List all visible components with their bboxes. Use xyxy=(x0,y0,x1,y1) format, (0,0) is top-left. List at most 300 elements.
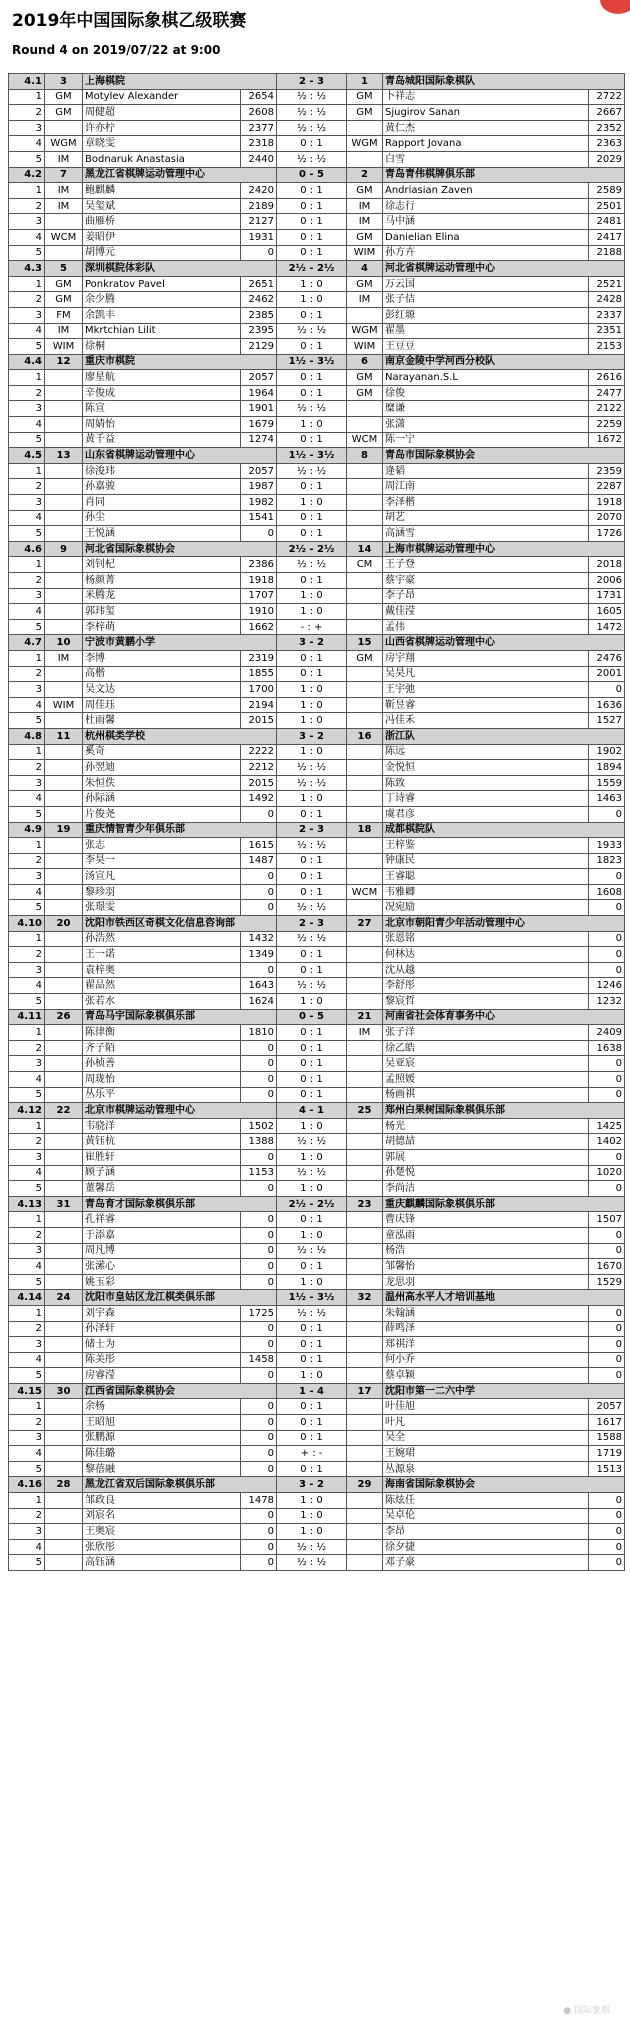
away-player-name: 李昂 xyxy=(383,1524,589,1540)
away-player-name: 王子登 xyxy=(383,557,589,573)
home-player-title xyxy=(45,1181,83,1197)
away-player-rating: 1463 xyxy=(589,791,625,807)
home-player-title xyxy=(45,1118,83,1134)
home-player-rating: 2127 xyxy=(241,214,277,230)
away-player-name: 孟伟 xyxy=(383,619,589,635)
board-number: 3 xyxy=(9,120,45,136)
home-player-title xyxy=(45,588,83,604)
board-number: 5 xyxy=(9,432,45,448)
away-player-title xyxy=(347,1134,383,1150)
board-number: 4 xyxy=(9,1352,45,1368)
match-header-row xyxy=(9,1009,625,1025)
board-row xyxy=(9,1446,625,1462)
home-player-title: WGM xyxy=(45,136,83,152)
home-player-title xyxy=(45,1274,83,1290)
home-player-title xyxy=(45,1555,83,1571)
home-player-name: 齐子陌 xyxy=(83,1040,241,1056)
home-player-rating: 2222 xyxy=(241,744,277,760)
home-player-title xyxy=(45,1321,83,1337)
board-row xyxy=(9,432,625,448)
home-player-rating: 1910 xyxy=(241,604,277,620)
match-number: 4.3 xyxy=(9,261,45,277)
home-player-rating: 0 xyxy=(241,1072,277,1088)
away-player-rating: 1672 xyxy=(589,432,625,448)
away-team-number: 18 xyxy=(347,822,383,838)
board-row xyxy=(9,1243,625,1259)
home-player-rating: 0 xyxy=(241,1087,277,1103)
home-player-name: 鲍麒麟 xyxy=(83,183,241,199)
board-number: 1 xyxy=(9,370,45,386)
board-row xyxy=(9,1056,625,1072)
home-player-name: 周珑怡 xyxy=(83,1072,241,1088)
away-player-name: 蔡宇豪 xyxy=(383,573,589,589)
home-player-name: 曲雁桥 xyxy=(83,214,241,230)
away-player-name: 白雪 xyxy=(383,151,589,167)
board-result: 0 : 1 xyxy=(277,962,347,978)
pairings-table xyxy=(8,73,625,1571)
board-number: 1 xyxy=(9,1118,45,1134)
home-player-rating: 0 xyxy=(241,1524,277,1540)
match-score: 4 - 1 xyxy=(277,1103,347,1119)
away-player-rating: 1507 xyxy=(589,1212,625,1228)
board-result: - : + xyxy=(277,619,347,635)
home-team-number: 22 xyxy=(45,1103,83,1119)
match-number: 4.4 xyxy=(9,354,45,370)
home-team-number: 11 xyxy=(45,728,83,744)
board-row xyxy=(9,1321,625,1337)
away-player-name: 李泽楷 xyxy=(383,495,589,511)
board-row xyxy=(9,650,625,666)
home-player-rating: 2377 xyxy=(241,120,277,136)
board-row xyxy=(9,105,625,121)
away-team-number: 4 xyxy=(347,261,383,277)
board-number: 5 xyxy=(9,526,45,542)
away-player-rating: 2337 xyxy=(589,307,625,323)
board-row xyxy=(9,853,625,869)
home-player-name: 胡博元 xyxy=(83,245,241,261)
board-number: 5 xyxy=(9,994,45,1010)
home-player-rating: 1349 xyxy=(241,947,277,963)
home-player-title xyxy=(45,510,83,526)
home-player-title xyxy=(45,994,83,1010)
home-player-rating: 2654 xyxy=(241,89,277,105)
board-row xyxy=(9,1025,625,1041)
away-player-rating: 1731 xyxy=(589,588,625,604)
home-player-name: 李昊一 xyxy=(83,853,241,869)
away-player-rating: 0 xyxy=(589,1181,625,1197)
away-player-rating: 0 xyxy=(589,1243,625,1259)
away-player-name: 曹庆锋 xyxy=(383,1212,589,1228)
board-number: 5 xyxy=(9,1181,45,1197)
home-player-name: 孙嘉骏 xyxy=(83,479,241,495)
board-number: 1 xyxy=(9,463,45,479)
home-player-rating: 1458 xyxy=(241,1352,277,1368)
board-result: ½ : ½ xyxy=(277,1555,347,1571)
away-player-name: 杨光 xyxy=(383,1118,589,1134)
away-player-name: 邹馨怡 xyxy=(383,1259,589,1275)
board-number: 2 xyxy=(9,1321,45,1337)
board-row xyxy=(9,229,625,245)
home-player-rating: 1964 xyxy=(241,385,277,401)
match-header-row xyxy=(9,1290,625,1306)
away-player-name: 张子佶 xyxy=(383,292,589,308)
board-result: 1 : 0 xyxy=(277,1149,347,1165)
match-score: 1½ - 3½ xyxy=(277,1290,347,1306)
board-result: 0 : 1 xyxy=(277,1040,347,1056)
away-player-title xyxy=(347,1508,383,1524)
home-player-rating: 1810 xyxy=(241,1025,277,1041)
match-score: 1 - 4 xyxy=(277,1383,347,1399)
away-team-name: 海南省国际象棋协会 xyxy=(383,1477,625,1493)
board-number: 4 xyxy=(9,1539,45,1555)
match-header-row xyxy=(9,448,625,464)
home-player-title xyxy=(45,869,83,885)
board-result: 0 : 1 xyxy=(277,245,347,261)
home-player-title: GM xyxy=(45,89,83,105)
board-result: 1 : 0 xyxy=(277,713,347,729)
home-player-title xyxy=(45,432,83,448)
board-number: 4 xyxy=(9,1259,45,1275)
match-header-row xyxy=(9,261,625,277)
away-player-rating: 1559 xyxy=(589,775,625,791)
board-result: ½ : ½ xyxy=(277,557,347,573)
board-number: 5 xyxy=(9,806,45,822)
away-player-name: 蔡卓颖 xyxy=(383,1368,589,1384)
away-player-rating: 1529 xyxy=(589,1274,625,1290)
away-player-title: GM xyxy=(347,89,383,105)
board-number: 2 xyxy=(9,947,45,963)
home-player-rating: 1541 xyxy=(241,510,277,526)
away-player-name: 金悦恒 xyxy=(383,760,589,776)
home-team-name: 黑龙江省双后国际象棋俱乐部 xyxy=(83,1477,277,1493)
home-team-number: 10 xyxy=(45,635,83,651)
away-player-title: IM xyxy=(347,292,383,308)
home-player-rating: 1662 xyxy=(241,619,277,635)
home-player-rating: 1987 xyxy=(241,479,277,495)
away-player-name: 张子洋 xyxy=(383,1025,589,1041)
board-row xyxy=(9,1259,625,1275)
away-player-title xyxy=(347,526,383,542)
board-result: 0 : 1 xyxy=(277,1461,347,1477)
away-player-rating: 1402 xyxy=(589,1134,625,1150)
board-result: ½ : ½ xyxy=(277,760,347,776)
home-player-title xyxy=(45,401,83,417)
match-header-row xyxy=(9,541,625,557)
home-player-title xyxy=(45,1352,83,1368)
board-row xyxy=(9,869,625,885)
board-number: 3 xyxy=(9,1056,45,1072)
away-player-title xyxy=(347,1399,383,1415)
board-row xyxy=(9,806,625,822)
away-player-title xyxy=(347,573,383,589)
home-team-number: 26 xyxy=(45,1009,83,1025)
home-team-name: 重庆市棋院 xyxy=(83,354,277,370)
board-number: 5 xyxy=(9,151,45,167)
away-player-rating: 0 xyxy=(589,947,625,963)
home-player-name: 刘钊杞 xyxy=(83,557,241,573)
home-player-title xyxy=(45,245,83,261)
board-row xyxy=(9,1149,625,1165)
board-result: 0 : 1 xyxy=(277,1337,347,1353)
away-team-number: 1 xyxy=(347,74,383,90)
home-team-number: 24 xyxy=(45,1290,83,1306)
board-result: 1 : 0 xyxy=(277,697,347,713)
board-result: 0 : 1 xyxy=(277,136,347,152)
board-number: 3 xyxy=(9,307,45,323)
board-row xyxy=(9,510,625,526)
home-player-title xyxy=(45,479,83,495)
match-score: 1½ - 3½ xyxy=(277,448,347,464)
home-player-rating: 1153 xyxy=(241,1165,277,1181)
board-row xyxy=(9,666,625,682)
board-result: 0 : 1 xyxy=(277,1321,347,1337)
home-player-name: 高钰涵 xyxy=(83,1555,241,1571)
away-player-title xyxy=(347,1430,383,1446)
away-player-title xyxy=(347,1337,383,1353)
away-team-number: 27 xyxy=(347,916,383,932)
home-player-name: 张若水 xyxy=(83,994,241,1010)
away-player-name: 王婉珺 xyxy=(383,1446,589,1462)
away-player-name: 徐乙皓 xyxy=(383,1040,589,1056)
home-player-name: 孙际涵 xyxy=(83,791,241,807)
board-result: ½ : ½ xyxy=(277,463,347,479)
away-team-number: 16 xyxy=(347,728,383,744)
home-player-title xyxy=(45,1025,83,1041)
away-player-title xyxy=(347,1259,383,1275)
match-number: 4.11 xyxy=(9,1009,45,1025)
home-player-title xyxy=(45,962,83,978)
home-player-name: 朱恒佚 xyxy=(83,775,241,791)
home-player-title xyxy=(45,557,83,573)
home-team-name: 深圳棋院体彩队 xyxy=(83,261,277,277)
board-number: 2 xyxy=(9,1040,45,1056)
home-player-name: 张璟雯 xyxy=(83,900,241,916)
away-player-rating: 2001 xyxy=(589,666,625,682)
home-team-name: 杭州棋类学校 xyxy=(83,728,277,744)
home-player-name: 王昭旭 xyxy=(83,1415,241,1431)
home-player-name: 许亦柠 xyxy=(83,120,241,136)
home-player-title xyxy=(45,1430,83,1446)
away-player-rating: 2352 xyxy=(589,120,625,136)
away-player-rating: 0 xyxy=(589,1539,625,1555)
board-number: 5 xyxy=(9,1461,45,1477)
board-number: 1 xyxy=(9,650,45,666)
board-row xyxy=(9,1181,625,1197)
match-number: 4.5 xyxy=(9,448,45,464)
away-team-name: 成都棋院队 xyxy=(383,822,625,838)
board-number: 5 xyxy=(9,1087,45,1103)
board-number: 3 xyxy=(9,869,45,885)
round-subtitle: Round 4 on 2019/07/22 at 9:00 xyxy=(12,43,221,57)
home-player-title xyxy=(45,417,83,433)
home-team-name: 青岛育才国际象棋俱乐部 xyxy=(83,1196,277,1212)
away-team-number: 15 xyxy=(347,635,383,651)
board-row xyxy=(9,1212,625,1228)
home-player-title xyxy=(45,495,83,511)
home-player-name: 李梓萌 xyxy=(83,619,241,635)
away-player-rating: 0 xyxy=(589,1056,625,1072)
home-player-name: 周婧怡 xyxy=(83,417,241,433)
board-result: 0 : 1 xyxy=(277,853,347,869)
board-number: 2 xyxy=(9,1415,45,1431)
away-player-name: 黎宸哲 xyxy=(383,994,589,1010)
board-result: 0 : 1 xyxy=(277,339,347,355)
board-result: 0 : 1 xyxy=(277,385,347,401)
home-team-name: 河北省国际象棋协会 xyxy=(83,541,277,557)
home-player-name: 刘宇森 xyxy=(83,1305,241,1321)
home-player-rating: 0 xyxy=(241,1181,277,1197)
board-row xyxy=(9,557,625,573)
away-player-rating: 2589 xyxy=(589,183,625,199)
home-player-name: Mkrtchian Lilit xyxy=(83,323,241,339)
board-number: 5 xyxy=(9,619,45,635)
board-result: ½ : ½ xyxy=(277,1305,347,1321)
home-player-name: 黄钰杭 xyxy=(83,1134,241,1150)
home-player-rating: 1725 xyxy=(241,1305,277,1321)
away-player-rating: 1823 xyxy=(589,853,625,869)
home-player-rating: 0 xyxy=(241,1149,277,1165)
away-player-title xyxy=(347,1321,383,1337)
home-player-title xyxy=(45,1368,83,1384)
home-player-rating: 0 xyxy=(241,806,277,822)
home-team-number: 31 xyxy=(45,1196,83,1212)
home-player-title xyxy=(45,385,83,401)
home-player-rating: 0 xyxy=(241,1461,277,1477)
home-player-name: 王奥宸 xyxy=(83,1524,241,1540)
home-player-rating: 0 xyxy=(241,1446,277,1462)
away-player-title xyxy=(347,853,383,869)
home-player-name: 邹政良 xyxy=(83,1493,241,1509)
board-number: 4 xyxy=(9,978,45,994)
away-player-name: 徐俊 xyxy=(383,385,589,401)
away-team-name: 河北省棋牌运动管理中心 xyxy=(383,261,625,277)
away-player-rating: 0 xyxy=(589,1072,625,1088)
board-result: 1 : 0 xyxy=(277,791,347,807)
away-player-rating: 1670 xyxy=(589,1259,625,1275)
board-row xyxy=(9,276,625,292)
pairings-body xyxy=(9,74,625,1571)
away-player-rating: 2351 xyxy=(589,323,625,339)
home-player-name: 周凡博 xyxy=(83,1243,241,1259)
away-player-name: 韦雅卿 xyxy=(383,884,589,900)
board-result: 1 : 0 xyxy=(277,994,347,1010)
away-team-name: 青岛城阳国际象棋队 xyxy=(383,74,625,90)
board-row xyxy=(9,120,625,136)
away-player-title xyxy=(347,1305,383,1321)
board-result: 0 : 1 xyxy=(277,1056,347,1072)
away-player-rating: 1232 xyxy=(589,994,625,1010)
away-player-title: WGM xyxy=(347,323,383,339)
home-team-number: 9 xyxy=(45,541,83,557)
away-player-name: 叶凡 xyxy=(383,1415,589,1431)
away-player-rating: 1608 xyxy=(589,884,625,900)
away-team-number: 32 xyxy=(347,1290,383,1306)
home-player-name: 孙翌迪 xyxy=(83,760,241,776)
away-player-title xyxy=(347,1212,383,1228)
board-row xyxy=(9,1415,625,1431)
match-header-row xyxy=(9,74,625,90)
board-result: ½ : ½ xyxy=(277,120,347,136)
home-player-title: WCM xyxy=(45,229,83,245)
away-player-rating: 1638 xyxy=(589,1040,625,1056)
home-player-rating: 1502 xyxy=(241,1118,277,1134)
match-number: 4.1 xyxy=(9,74,45,90)
home-player-name: 张潆心 xyxy=(83,1259,241,1275)
home-player-name: 崔胜轩 xyxy=(83,1149,241,1165)
home-player-title xyxy=(45,214,83,230)
home-team-number: 30 xyxy=(45,1383,83,1399)
away-player-title xyxy=(347,682,383,698)
away-player-rating: 2521 xyxy=(589,276,625,292)
away-player-rating: 1894 xyxy=(589,760,625,776)
away-player-title: CM xyxy=(347,557,383,573)
home-player-name: 余凯丰 xyxy=(83,307,241,323)
home-player-rating: 1643 xyxy=(241,978,277,994)
board-row xyxy=(9,1165,625,1181)
match-score: 3 - 2 xyxy=(277,728,347,744)
away-player-rating: 0 xyxy=(589,1337,625,1353)
home-player-rating: 2395 xyxy=(241,323,277,339)
away-player-name: 李舒彤 xyxy=(383,978,589,994)
home-team-name: 山东省棋牌运动管理中心 xyxy=(83,448,277,464)
home-player-name: 顾子涵 xyxy=(83,1165,241,1181)
away-player-name: Danielian Elina xyxy=(383,229,589,245)
board-row xyxy=(9,1352,625,1368)
board-row xyxy=(9,838,625,854)
board-number: 5 xyxy=(9,1555,45,1571)
match-score: 0 - 5 xyxy=(277,167,347,183)
away-player-rating: 0 xyxy=(589,1087,625,1103)
home-player-title xyxy=(45,806,83,822)
home-player-title: WIM xyxy=(45,339,83,355)
home-player-title xyxy=(45,1399,83,1415)
board-row xyxy=(9,1368,625,1384)
board-result: 1 : 0 xyxy=(277,1118,347,1134)
board-number: 4 xyxy=(9,1072,45,1088)
home-player-title xyxy=(45,1493,83,1509)
board-number: 2 xyxy=(9,198,45,214)
home-player-name: 廖星航 xyxy=(83,370,241,386)
home-player-rating: 0 xyxy=(241,900,277,916)
home-player-title xyxy=(45,713,83,729)
home-player-rating: 2440 xyxy=(241,151,277,167)
away-player-title xyxy=(347,838,383,854)
away-player-title xyxy=(347,1087,383,1103)
home-player-rating: 0 xyxy=(241,1259,277,1275)
home-player-title: GM xyxy=(45,292,83,308)
board-number: 2 xyxy=(9,1134,45,1150)
match-score: 3 - 2 xyxy=(277,635,347,651)
home-player-name: 郭玮玺 xyxy=(83,604,241,620)
board-row xyxy=(9,713,625,729)
board-result: ½ : ½ xyxy=(277,89,347,105)
board-number: 2 xyxy=(9,292,45,308)
board-result: 1 : 0 xyxy=(277,682,347,698)
away-player-name: Andriasian Zaven xyxy=(383,183,589,199)
away-player-rating: 1527 xyxy=(589,713,625,729)
board-row xyxy=(9,1118,625,1134)
away-player-title xyxy=(347,962,383,978)
board-row xyxy=(9,1461,625,1477)
board-number: 1 xyxy=(9,1025,45,1041)
home-player-rating: 1492 xyxy=(241,791,277,807)
match-score: 2 - 3 xyxy=(277,74,347,90)
home-player-rating: 1918 xyxy=(241,573,277,589)
away-player-rating: 1425 xyxy=(589,1118,625,1134)
away-player-rating: 2667 xyxy=(589,105,625,121)
home-player-name: Bodnaruk Anastasia xyxy=(83,151,241,167)
home-player-name: 姜昭伊 xyxy=(83,229,241,245)
